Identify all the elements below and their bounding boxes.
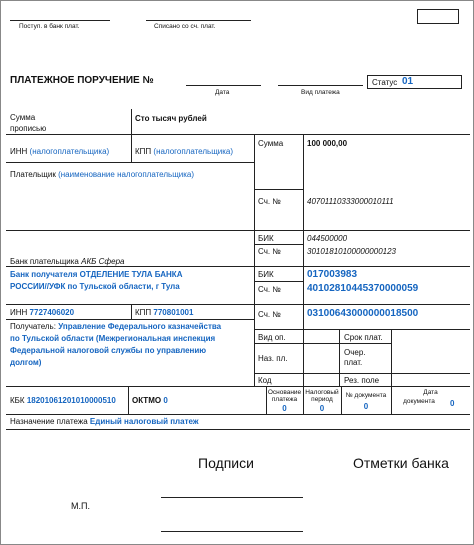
payer-name-field	[10, 170, 194, 179]
payer-corr-label: Сч. №	[258, 247, 281, 256]
payee-inn-value: 7727406020	[29, 308, 75, 317]
period-label-1: Налоговый	[305, 389, 339, 396]
payee-name-line1	[10, 322, 221, 331]
payer-label: Плательщик	[10, 170, 56, 179]
grid-line-code	[254, 373, 470, 374]
op-type-label: Вид оп.	[258, 333, 286, 342]
payee-kpp-value: 770801001	[153, 308, 194, 317]
payer-bank-label: Банк плательщика	[10, 257, 79, 266]
doc-date-value: 0	[450, 399, 455, 408]
kbk-divider	[128, 386, 129, 414]
payer-account-label: Сч. №	[258, 197, 281, 206]
grid-line-op2	[254, 343, 339, 344]
amount-words-divider	[131, 109, 132, 134]
payer-kpp-hint: (налогоплательщика)	[153, 147, 234, 156]
basis-value: 0	[282, 404, 287, 413]
grid-line-8	[6, 414, 470, 415]
value-column-divider	[303, 134, 304, 386]
payee-bik-label: БИК	[258, 270, 274, 279]
grid-line-5	[6, 304, 470, 305]
grid-line-1	[6, 134, 470, 135]
amount-words-label-2: прописью	[10, 124, 47, 133]
order-label-2: плат.	[344, 358, 363, 367]
period-label-2: период	[311, 396, 333, 403]
signature-line-2	[161, 531, 303, 532]
purpose-field	[10, 417, 199, 426]
doc-no-value: 0	[363, 402, 369, 411]
amount-words-value: Сто тысяч рублей	[135, 114, 207, 123]
doc-no-label: № документа	[345, 392, 387, 399]
debited-line	[146, 20, 251, 21]
status-label: Статус	[372, 78, 398, 87]
order-label-1: Очер.	[344, 348, 366, 357]
payer-hint: (наименование налогоплательщика)	[58, 170, 195, 179]
term-label: Срок плат.	[344, 333, 383, 342]
grid-line-2	[6, 162, 254, 163]
payee-bank-line1	[10, 270, 182, 279]
payee-name-1: Управление Федерального казначейства	[58, 322, 222, 331]
payee-bank-line2: РОССИИ//УФК по Тульской области, г Тула	[10, 282, 180, 291]
kbk-label: КБК	[10, 396, 25, 405]
grid-line-bik-bottom	[254, 244, 303, 245]
payer-bik-value: 044500000	[307, 234, 348, 243]
payee-corr-label: Сч. №	[258, 285, 281, 294]
code-label: Код	[258, 376, 272, 385]
payee-name-3: Федеральной налоговой службы по управлению	[10, 346, 207, 355]
inn-kpp-divider	[131, 134, 132, 162]
payer-bank-field	[10, 257, 125, 266]
payee-name-4: долгом)	[10, 358, 42, 367]
form-code-box	[417, 9, 459, 24]
doc-title: ПЛАТЕЖНОЕ ПОРУЧЕНИЕ №	[10, 75, 154, 86]
received-line	[10, 20, 110, 21]
purpose-value: Единый налоговый платеж	[89, 417, 199, 426]
period-value: 0	[319, 404, 325, 413]
purpose-code-label: Наз. пл.	[258, 354, 288, 363]
payee-kpp-label: КПП	[135, 308, 152, 317]
kbk-value: 18201061201010000510	[26, 396, 116, 405]
doc-date-label-2: документа	[403, 398, 435, 405]
oktmo-value: 0	[163, 396, 168, 405]
purpose-label: Назначение платежа	[10, 417, 88, 426]
payee-name-2: по Тульской области (Межрегиональная инспекция	[10, 334, 216, 343]
grid-line-sum-bottom	[254, 189, 303, 190]
signature-line-1	[161, 497, 303, 498]
grid-line-op	[254, 329, 470, 330]
payment-type-line	[278, 85, 363, 86]
payee-label: Получатель:	[10, 322, 56, 331]
grid-line-3	[6, 230, 470, 231]
basis-label-2: платежа	[271, 396, 298, 403]
payee-bank-name: ОТДЕЛЕНИЕ ТУЛА БАНКА	[79, 270, 183, 279]
label-column-divider	[254, 134, 255, 386]
basis-label-1: Основание	[267, 389, 302, 396]
grid-line-9	[6, 429, 470, 430]
payer-bank-name: АКБ Сфера	[81, 257, 125, 266]
doc-date-label-1: Дата	[423, 389, 438, 396]
payer-account-value: 40701110333000010111	[307, 197, 394, 206]
amount-label: Сумма	[258, 139, 284, 148]
received-label: Поступ. в банк плат.	[19, 23, 80, 30]
date-line	[186, 85, 261, 86]
signatures-heading: Подписи	[198, 455, 254, 471]
date-label: Дата	[215, 89, 230, 96]
payer-inn-field	[10, 147, 109, 156]
bank-marks-heading: Отметки банка	[353, 455, 449, 471]
reserve-label: Рез. поле	[344, 376, 380, 385]
grid-line-6	[6, 319, 254, 320]
payee-account-value: 03100643000000018500	[307, 308, 419, 319]
payment-type-label: Вид платежа	[301, 89, 340, 96]
grid-line-term	[339, 343, 391, 344]
payer-kpp-label: КПП	[135, 147, 152, 156]
payer-kpp-field	[135, 147, 233, 156]
payee-account-label: Сч. №	[258, 310, 281, 319]
kbk-field	[10, 396, 116, 405]
payee-inn-label: ИНН	[10, 308, 28, 317]
payer-inn-hint: (налогоплательщика)	[29, 147, 110, 156]
stamp-label: М.П.	[71, 501, 90, 511]
payee-bank-label: Банк получателя	[10, 270, 78, 279]
oktmo-field	[132, 396, 168, 405]
amount-value: 100 000,00	[307, 139, 348, 148]
payer-bik-label: БИК	[258, 234, 274, 243]
grid-line-bik2-bottom	[254, 281, 303, 282]
grid-line-4	[6, 266, 470, 267]
payee-corr-value: 40102810445370000059	[307, 283, 419, 294]
payee-bik-value: 017003983	[307, 269, 358, 280]
status-value: 01	[402, 76, 414, 87]
payee-inn-kpp-divider	[131, 304, 132, 319]
debited-label: Списано со сч. плат.	[154, 23, 216, 30]
term-divider-right	[391, 329, 392, 386]
payee-kpp-field	[135, 308, 193, 317]
oktmo-label: ОКТМО	[132, 396, 162, 405]
payer-inn-label: ИНН	[10, 147, 28, 156]
term-divider-left	[339, 329, 340, 386]
payer-corr-value: 30101810100000000123	[307, 247, 396, 256]
amount-words-label-1: Сумма	[10, 113, 36, 122]
payee-inn-field	[10, 308, 74, 317]
grid-line-7	[6, 386, 470, 387]
